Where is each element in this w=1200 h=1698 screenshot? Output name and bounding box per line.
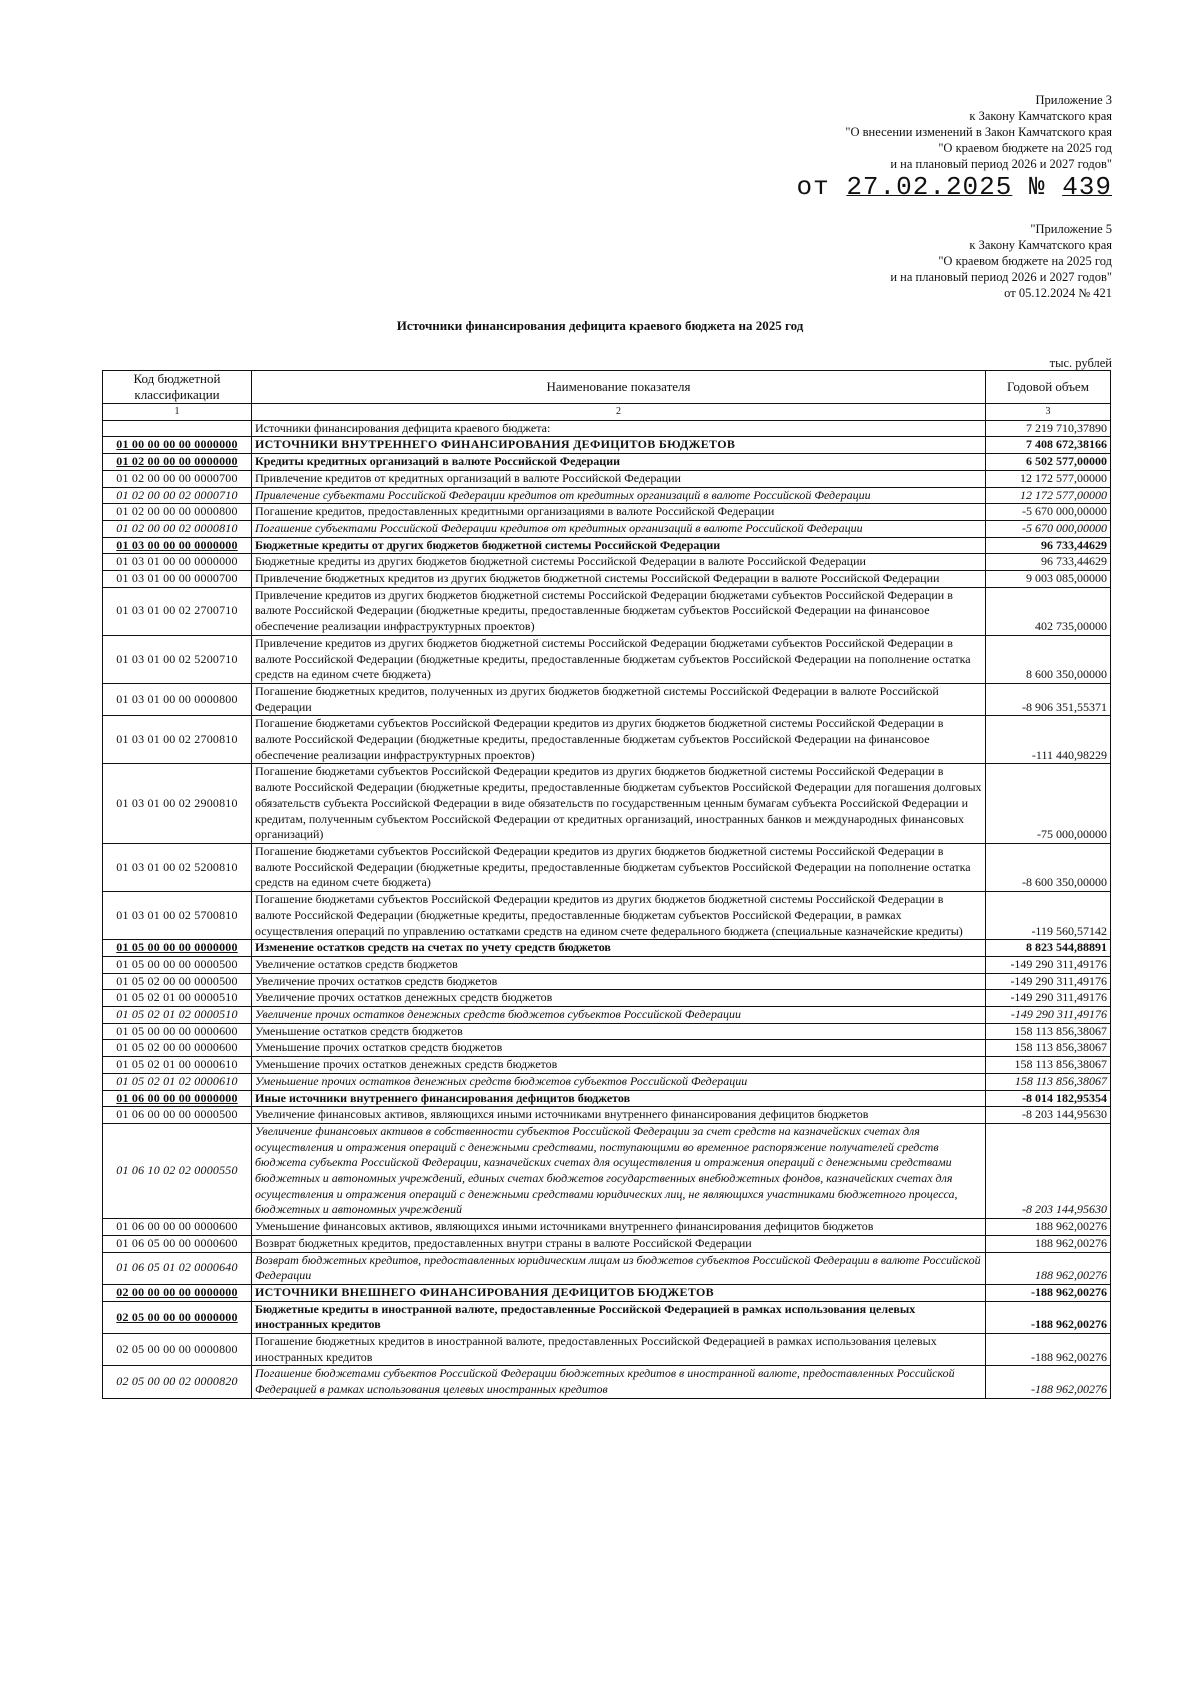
table-row <box>103 1040 1111 1057</box>
table-body <box>103 420 1111 1398</box>
row-code: 01 05 02 01 00 0000510 <box>103 990 252 1007</box>
table-row <box>103 454 1111 471</box>
table-row <box>103 437 1111 454</box>
row-name: Возврат бюджетных кредитов, предоставленных внутри страны в валюте Российской Федерации <box>252 1235 986 1252</box>
table-row <box>103 1235 1111 1252</box>
row-name: Увеличение финансовых активов в собственности субъектов Российской Федерации за счет средств на казначейских счетах для осуществления и отражения операций с денежными средствами, поступающими во временное распоряжение получателей средств бюджета субъекта Российской Федерации, казначейских счетах для осуществления и отражения операций с денежными средствами бюджетных и автономных учреждений, единых счетах бюджетов государственных внебюджетных фондов, казначейских счетах для осуществления и отражения операций с денежными средствами юридических лиц, не являющихся участниками бюджетного процесса, бюджетных и автономных учреждений <box>252 1123 986 1218</box>
column-number-row <box>103 404 1111 421</box>
row-name: Источники финансирования дефицита краевого бюджета: <box>252 420 986 437</box>
table-row <box>103 1023 1111 1040</box>
row-code: 01 05 00 00 00 0000500 <box>103 956 252 973</box>
row-name: Уменьшение прочих остатков средств бюджетов <box>252 1040 986 1057</box>
row-code: 02 05 00 00 00 0000800 <box>103 1334 252 1366</box>
row-code: 01 06 05 01 02 0000640 <box>103 1252 252 1284</box>
table-row <box>103 892 1111 940</box>
row-amount: -5 670 000,00000 <box>986 520 1111 537</box>
row-name: Погашение бюджетами субъектов Российской Федерации кредитов из других бюджетов бюджетной системы Российской Федерации в валюте Российской Федерации (бюджетные кредиты, предоставленные бюджетам субъектов Российской Федерации на финансовое обеспечение реализации инфраструктурных проектов) <box>252 716 986 764</box>
row-amount: 8 600 350,00000 <box>986 635 1111 683</box>
row-amount: -149 290 311,49176 <box>986 956 1111 973</box>
header-line: "О краевом бюджете на 2025 год <box>938 254 1112 268</box>
row-code: 01 03 01 00 02 5700810 <box>103 892 252 940</box>
row-code: 01 06 00 00 00 0000500 <box>103 1107 252 1124</box>
table-row <box>103 1334 1111 1366</box>
row-code: 02 00 00 00 00 0000000 <box>103 1284 252 1301</box>
row-code: 01 05 02 01 00 0000610 <box>103 1057 252 1074</box>
row-amount: 12 172 577,00000 <box>986 470 1111 487</box>
header-line: "О внесении изменений в Закон Камчатского края <box>845 125 1112 139</box>
row-amount: -8 014 182,95354 <box>986 1090 1111 1107</box>
law-number-stamp <box>797 172 1113 202</box>
table-row <box>103 1123 1111 1218</box>
row-name: Погашение бюджетами субъектов Российской Федерации кредитов из других бюджетов бюджетной системы Российской Федерации в валюте Российской Федерации (бюджетные кредиты, предоставленные бюджетам субъектов Российской Федерации на пополнение остатка средств на едином счете бюджета) <box>252 843 986 891</box>
row-code: 02 05 00 00 02 0000820 <box>103 1366 252 1398</box>
row-amount: 96 733,44629 <box>986 537 1111 554</box>
table-header-row <box>103 371 1111 404</box>
table-row <box>103 520 1111 537</box>
table-row <box>103 990 1111 1007</box>
row-name: Уменьшение прочих остатков денежных средств бюджетов субъектов Российской Федерации <box>252 1073 986 1090</box>
table-row <box>103 587 1111 635</box>
row-name: ИСТОЧНИКИ ВНЕШНЕГО ФИНАНСИРОВАНИЯ ДЕФИЦИТОВ БЮДЖЕТОВ <box>252 1284 986 1301</box>
header-line: от 05.12.2024 № 421 <box>1004 286 1112 300</box>
row-amount: -149 290 311,49176 <box>986 1007 1111 1024</box>
row-name: Иные источники внутреннего финансирования дефицитов бюджетов <box>252 1090 986 1107</box>
row-name: Уменьшение остатков средств бюджетов <box>252 1023 986 1040</box>
row-code: 01 02 00 00 00 0000700 <box>103 470 252 487</box>
row-code: 01 03 01 00 02 2700810 <box>103 716 252 764</box>
document-title: Источники финансирования дефицита краевого бюджета на 2025 год <box>396 318 804 333</box>
row-code: 01 00 00 00 00 0000000 <box>103 437 252 454</box>
table-row <box>103 716 1111 764</box>
table-row <box>103 940 1111 957</box>
row-code: 01 03 01 00 00 0000000 <box>103 554 252 571</box>
row-code: 01 06 00 00 00 0000600 <box>103 1219 252 1236</box>
appendix-5-header <box>890 221 1112 301</box>
row-code: 01 03 01 00 00 0000700 <box>103 571 252 588</box>
row-name: Возврат бюджетных кредитов, предоставленных юридическим лицам из бюджетов субъектов Российской Федерации в валюте Российской Федерации <box>252 1252 986 1284</box>
table-row <box>103 843 1111 891</box>
row-amount: 158 113 856,38067 <box>986 1040 1111 1057</box>
row-name: Привлечение кредитов от кредитных организаций в валюте Российской Федерации <box>252 470 986 487</box>
row-code: 01 03 01 00 02 5200810 <box>103 843 252 891</box>
row-code: 01 06 10 02 02 0000550 <box>103 1123 252 1218</box>
row-name: Привлечение субъектами Российской Федерации кредитов от кредитных организаций в валюте Российской Федерации <box>252 487 986 504</box>
row-amount: -5 670 000,00000 <box>986 504 1111 521</box>
row-amount: 402 735,00000 <box>986 587 1111 635</box>
law-no: 439 <box>1062 172 1112 202</box>
row-name: Привлечение кредитов из других бюджетов бюджетной системы Российской Федерации бюджетами субъектов Российской Федерации в валюте Российской Федерации (бюджетные кредиты, предоставленные бюджетам субъектов Российской Федерации на пополнение остатка средств на едином счете бюджета) <box>252 635 986 683</box>
row-amount: 9 003 085,00000 <box>986 571 1111 588</box>
row-code: 01 05 02 00 00 0000600 <box>103 1040 252 1057</box>
row-code: 01 03 01 00 02 5200710 <box>103 635 252 683</box>
row-amount: 7 219 710,37890 <box>986 420 1111 437</box>
table-row <box>103 683 1111 715</box>
table-row <box>103 537 1111 554</box>
row-code: 01 02 00 00 00 0000800 <box>103 504 252 521</box>
table-row <box>103 1284 1111 1301</box>
row-code: 01 06 05 00 00 0000600 <box>103 1235 252 1252</box>
row-code: 01 05 02 01 02 0000510 <box>103 1007 252 1024</box>
row-code: 01 03 01 00 00 0000800 <box>103 683 252 715</box>
table-row <box>103 1007 1111 1024</box>
row-name: Привлечение кредитов из других бюджетов бюджетной системы Российской Федерации бюджетами субъектов Российской Федерации в валюте Российской Федерации (бюджетные кредиты, предоставленные бюджетам субъектов Российской Федерации на финансовое обеспечение реализации инфраструктурных проектов) <box>252 587 986 635</box>
table-row <box>103 1219 1111 1236</box>
row-amount: -119 560,57142 <box>986 892 1111 940</box>
table-row <box>103 487 1111 504</box>
row-name: Погашение бюджетами субъектов Российской Федерации кредитов из других бюджетов бюджетной системы Российской Федерации в валюте Российской Федерации (бюджетные кредиты, предоставленные бюджетам субъектов Российской Федерации, в рамках осуществления операций по управлению остатками средств на едином счете федерального бюджета (специальные казначейские кредиты) <box>252 892 986 940</box>
row-amount: -149 290 311,49176 <box>986 990 1111 1007</box>
header-code: Код бюджетной классификации <box>103 371 252 404</box>
table-row <box>103 420 1111 437</box>
row-amount: 12 172 577,00000 <box>986 487 1111 504</box>
column-number: 1 <box>103 404 252 421</box>
row-code <box>103 420 252 437</box>
row-name: Погашение кредитов, предоставленных кредитными организациями в валюте Российской Федерации <box>252 504 986 521</box>
row-code: 01 02 00 00 00 0000000 <box>103 454 252 471</box>
row-name: Увеличение остатков средств бюджетов <box>252 956 986 973</box>
row-code: 01 05 02 00 00 0000500 <box>103 973 252 990</box>
row-name: Погашение бюджетами субъектов Российской Федерации бюджетных кредитов в иностранной валюте, предоставленных Российской Федерацией в рамках использования целевых иностранных кредитов <box>252 1366 986 1398</box>
table-row <box>103 470 1111 487</box>
header-line: Приложение 3 <box>1035 93 1112 107</box>
row-name: Изменение остатков средств на счетах по учету средств бюджетов <box>252 940 986 957</box>
row-amount: -111 440,98229 <box>986 716 1111 764</box>
table-row <box>103 1107 1111 1124</box>
appendix-3-header <box>797 92 1113 202</box>
row-code: 01 03 01 00 02 2900810 <box>103 764 252 844</box>
row-code: 01 05 00 00 00 0000600 <box>103 1023 252 1040</box>
row-amount: -188 962,00276 <box>986 1366 1111 1398</box>
table-row <box>103 1366 1111 1398</box>
row-amount: -8 203 144,95630 <box>986 1107 1111 1124</box>
budget-sources-table <box>102 370 1111 1399</box>
row-name: Погашение бюджетных кредитов, полученных из других бюджетов бюджетной системы Российской Федерации в валюте Российской Федерации <box>252 683 986 715</box>
row-amount: -188 962,00276 <box>986 1334 1111 1366</box>
row-amount: -188 962,00276 <box>986 1301 1111 1333</box>
row-amount: 158 113 856,38067 <box>986 1023 1111 1040</box>
row-amount: -188 962,00276 <box>986 1284 1111 1301</box>
header-line: к Закону Камчатского края <box>969 238 1112 252</box>
table-row <box>103 973 1111 990</box>
header-line: и на плановый период 2026 и 2027 годов" <box>890 270 1112 284</box>
law-date: 27.02.2025 <box>846 172 1013 202</box>
row-amount: -8 600 350,00000 <box>986 843 1111 891</box>
row-amount: 6 502 577,00000 <box>986 454 1111 471</box>
table-row <box>103 504 1111 521</box>
row-name: Увеличение прочих остатков денежных средств бюджетов субъектов Российской Федерации <box>252 1007 986 1024</box>
row-amount: 8 823 544,88891 <box>986 940 1111 957</box>
row-name: Бюджетные кредиты из других бюджетов бюджетной системы Российской Федерации в валюте Российской Федерации <box>252 554 986 571</box>
row-amount: -8 906 351,55371 <box>986 683 1111 715</box>
row-name: Уменьшение прочих остатков денежных средств бюджетов <box>252 1057 986 1074</box>
row-amount: 188 962,00276 <box>986 1235 1111 1252</box>
table-row <box>103 764 1111 844</box>
row-code: 01 06 00 00 00 0000000 <box>103 1090 252 1107</box>
row-name: Погашение бюджетами субъектов Российской Федерации кредитов из других бюджетов бюджетной системы Российской Федерации в валюте Российской Федерации (бюджетные кредиты, предоставленные бюджетам субъектов Российской Федерации для погашения долговых обязательств субъекта Российской Федерации в виде обязательств по государственным ценным бумагам субъекта Российской Федерации и кредитам, полученным субъектом Российской Федерации от кредитных организаций, иностранных банков и международных финансовых организаций) <box>252 764 986 844</box>
header-line: к Закону Камчатского края <box>969 109 1112 123</box>
header-line: "Приложение 5 <box>1030 222 1112 236</box>
row-name: Погашение бюджетных кредитов в иностранной валюте, предоставленных Российской Федерацией в рамках использования целевых иностранных кредитов <box>252 1334 986 1366</box>
table-row <box>103 956 1111 973</box>
row-code: 01 02 00 00 02 0000710 <box>103 487 252 504</box>
header-amount: Годовой объем <box>986 371 1111 404</box>
row-code: 01 05 02 01 02 0000610 <box>103 1073 252 1090</box>
row-amount: 158 113 856,38067 <box>986 1073 1111 1090</box>
table-row <box>103 1301 1111 1333</box>
table-row <box>103 554 1111 571</box>
row-code: 01 02 00 00 02 0000810 <box>103 520 252 537</box>
row-amount: -8 203 144,95630 <box>986 1123 1111 1218</box>
row-amount: 7 408 672,38166 <box>986 437 1111 454</box>
row-name: Бюджетные кредиты в иностранной валюте, предоставленные Российской Федерацией в рамках использования целевых иностранных кредитов <box>252 1301 986 1333</box>
row-name: Кредиты кредитных организаций в валюте Российской Федерации <box>252 454 986 471</box>
law-prefix: от <box>796 172 830 202</box>
row-name: Уменьшение финансовых активов, являющихся иными источниками внутреннего финансирования дефицитов бюджетов <box>252 1219 986 1236</box>
table-row <box>103 1252 1111 1284</box>
row-amount: 188 962,00276 <box>986 1252 1111 1284</box>
header-line: "О краевом бюджете на 2025 год <box>938 141 1112 155</box>
units-label: тыс. рублей <box>1049 356 1112 370</box>
row-amount: 158 113 856,38067 <box>986 1057 1111 1074</box>
row-code: 01 03 01 00 02 2700710 <box>103 587 252 635</box>
row-code: 02 05 00 00 00 0000000 <box>103 1301 252 1333</box>
row-name: Привлечение бюджетных кредитов из других бюджетов бюджетной системы Российской Федерации в валюте Российской Федерации <box>252 571 986 588</box>
table-row <box>103 1090 1111 1107</box>
row-name: Бюджетные кредиты от других бюджетов бюджетной системы Российской Федерации <box>252 537 986 554</box>
header-line: и на плановый период 2026 и 2027 годов" <box>890 157 1112 171</box>
table-row <box>103 1073 1111 1090</box>
column-number: 3 <box>986 404 1111 421</box>
row-code: 01 05 00 00 00 0000000 <box>103 940 252 957</box>
row-name: Увеличение финансовых активов, являющихся иными источниками внутреннего финансирования дефицитов бюджетов <box>252 1107 986 1124</box>
row-amount: -75 000,00000 <box>986 764 1111 844</box>
row-name: Увеличение прочих остатков денежных средств бюджетов <box>252 990 986 1007</box>
row-amount: 188 962,00276 <box>986 1219 1111 1236</box>
header-name: Наименование показателя <box>252 371 986 404</box>
row-name: Погашение субъектами Российской Федерации кредитов от кредитных организаций в валюте Российской Федерации <box>252 520 986 537</box>
table-row <box>103 571 1111 588</box>
row-name: ИСТОЧНИКИ ВНУТРЕННЕГО ФИНАНСИРОВАНИЯ ДЕФИЦИТОВ БЮДЖЕТОВ <box>252 437 986 454</box>
column-number: 2 <box>252 404 986 421</box>
table-row <box>103 635 1111 683</box>
row-code: 01 03 00 00 00 0000000 <box>103 537 252 554</box>
row-amount: -149 290 311,49176 <box>986 973 1111 990</box>
table-row <box>103 1057 1111 1074</box>
row-name: Увеличение прочих остатков средств бюджетов <box>252 973 986 990</box>
row-amount: 96 733,44629 <box>986 554 1111 571</box>
law-no-sign: № <box>1028 172 1046 202</box>
